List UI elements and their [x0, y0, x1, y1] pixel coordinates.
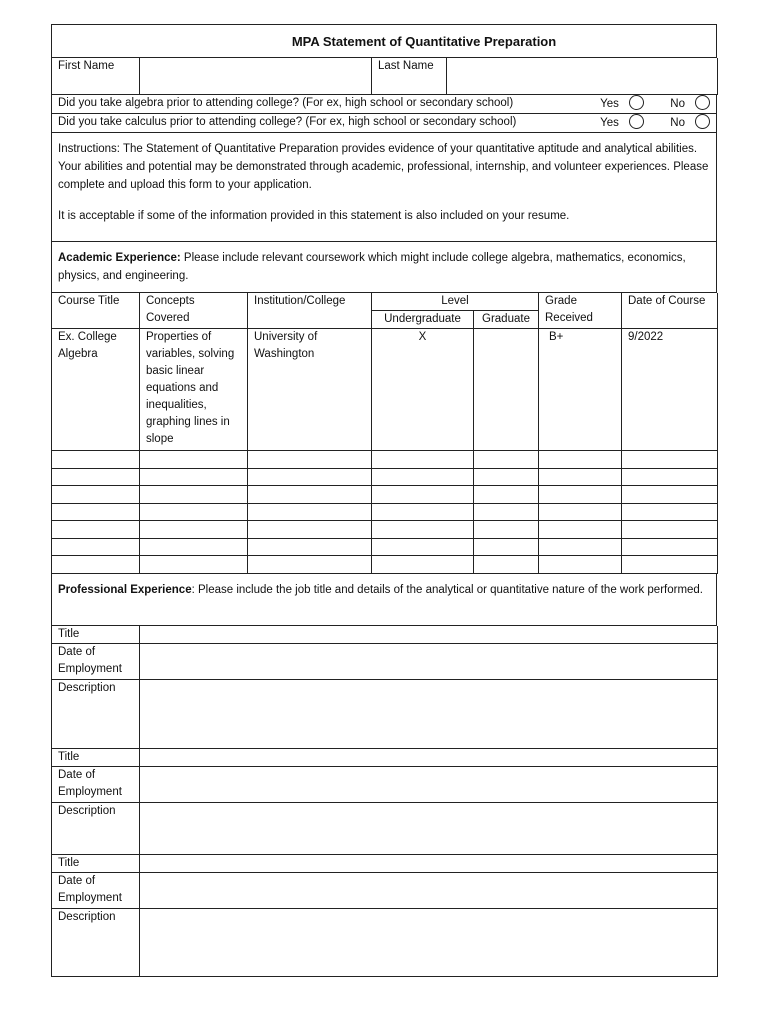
- job-3-title-row: [52, 855, 718, 873]
- table-cell[interactable]: [248, 469, 372, 486]
- calculus-no-radio[interactable]: [695, 114, 710, 129]
- last-name-field[interactable]: [447, 58, 718, 94]
- table-row: [52, 486, 718, 504]
- table-cell[interactable]: [539, 539, 622, 556]
- table-row: [52, 504, 718, 521]
- calculus-yes-radio[interactable]: [629, 114, 644, 129]
- table-cell[interactable]: [248, 451, 372, 469]
- example-institution: University of Washington: [248, 329, 372, 451]
- job-1-date-row: [52, 644, 718, 680]
- table-cell[interactable]: [372, 539, 474, 556]
- first-name-label: First Name: [52, 58, 140, 94]
- job-2-description-row: [52, 803, 718, 855]
- table-cell[interactable]: [474, 451, 539, 469]
- professional-heading: Professional Experience: [58, 584, 192, 596]
- first-name-field[interactable]: [140, 58, 372, 94]
- description-field[interactable]: [140, 680, 718, 749]
- algebra-yes-label: Yes: [600, 97, 619, 110]
- table-cell[interactable]: [474, 469, 539, 486]
- table-cell[interactable]: [52, 504, 140, 521]
- table-cell[interactable]: [474, 521, 539, 539]
- table-cell[interactable]: [248, 521, 372, 539]
- table-cell[interactable]: [248, 504, 372, 521]
- table-cell[interactable]: [474, 486, 539, 504]
- table-cell[interactable]: [372, 521, 474, 539]
- calculus-yes-label: Yes: [600, 116, 619, 129]
- calculus-question-text: Did you take calculus prior to attending college? (For ex, high school or secondary school): [58, 115, 517, 128]
- header-date: Date of Course: [622, 293, 718, 329]
- date-of-employment-label: Date of Employment: [52, 767, 140, 803]
- algebra-question-text: Did you take algebra prior to attending college? (For ex, high school or secondary school): [58, 96, 514, 109]
- header-course-title: Course Title: [52, 293, 140, 329]
- instructions-block: [51, 133, 717, 242]
- table-cell[interactable]: [248, 486, 372, 504]
- algebra-no-label: No: [670, 97, 685, 110]
- algebra-question: [52, 95, 717, 114]
- example-concepts: Properties of variables, solving basic linear equations and inequalities, graphing lines in slope: [140, 329, 248, 451]
- table-cell[interactable]: [539, 469, 622, 486]
- example-graduate: [474, 329, 539, 451]
- table-cell[interactable]: [140, 486, 248, 504]
- description-field[interactable]: [140, 909, 718, 977]
- example-undergraduate: X: [372, 329, 474, 451]
- example-grade: B+: [539, 329, 622, 451]
- date-of-employment-label: Date of Employment: [52, 873, 140, 909]
- description-label: Description: [52, 803, 140, 855]
- table-cell[interactable]: [539, 521, 622, 539]
- page-title: MPA Statement of Quantitative Preparation: [51, 24, 717, 58]
- job-title-label: Title: [52, 749, 140, 767]
- header-undergraduate: Undergraduate: [372, 311, 474, 329]
- table-cell[interactable]: [372, 504, 474, 521]
- table-cell[interactable]: [622, 539, 718, 556]
- professional-instructions: : Please include the job title and details of the analytical or quantitative nature of the work performed.: [191, 584, 704, 596]
- academic-table: [51, 293, 718, 575]
- prior-math-questions: [51, 95, 717, 133]
- academic-heading: Academic Experience:: [58, 251, 181, 264]
- table-cell[interactable]: [539, 556, 622, 574]
- table-cell[interactable]: [140, 556, 248, 574]
- header-grade: Grade Received: [539, 293, 622, 329]
- table-cell[interactable]: [52, 556, 140, 574]
- table-cell[interactable]: [622, 469, 718, 486]
- table-cell[interactable]: [52, 451, 140, 469]
- table-cell[interactable]: [140, 539, 248, 556]
- job-2-date-row: [52, 767, 718, 803]
- header-level: Level: [372, 293, 539, 311]
- table-row: [52, 469, 718, 486]
- table-row: [52, 539, 718, 556]
- job-title-label: Title: [52, 855, 140, 873]
- date-of-employment-field[interactable]: [140, 644, 718, 680]
- calculus-question: [52, 113, 717, 132]
- description-label: Description: [52, 909, 140, 977]
- quantitative-preparation-form: [51, 24, 717, 977]
- job-2-title-row: [52, 749, 718, 767]
- academic-experience-intro: [51, 242, 717, 293]
- date-of-employment-field[interactable]: [140, 873, 718, 909]
- table-cell[interactable]: [372, 556, 474, 574]
- table-cell[interactable]: [52, 539, 140, 556]
- job-title-field[interactable]: [140, 626, 718, 644]
- table-cell[interactable]: [140, 469, 248, 486]
- table-cell[interactable]: [140, 504, 248, 521]
- table-cell[interactable]: [474, 556, 539, 574]
- professional-table: [51, 626, 718, 977]
- table-cell[interactable]: [372, 486, 474, 504]
- table-cell[interactable]: [372, 451, 474, 469]
- job-1-title-row: [52, 626, 718, 644]
- table-cell[interactable]: [539, 486, 622, 504]
- table-cell[interactable]: [622, 486, 718, 504]
- table-cell[interactable]: [539, 504, 622, 521]
- table-cell[interactable]: [372, 469, 474, 486]
- table-cell[interactable]: [474, 504, 539, 521]
- example-course-title: Ex. College Algebra: [52, 329, 140, 451]
- table-cell[interactable]: [140, 451, 248, 469]
- table-cell[interactable]: [52, 486, 140, 504]
- date-of-employment-field[interactable]: [140, 767, 718, 803]
- table-cell[interactable]: [474, 539, 539, 556]
- job-3-description-row: [52, 909, 718, 977]
- table-cell[interactable]: [539, 451, 622, 469]
- table-row: [52, 451, 718, 469]
- example-row: [52, 329, 718, 451]
- table-cell[interactable]: [140, 521, 248, 539]
- header-graduate: Graduate: [474, 311, 539, 329]
- table-cell[interactable]: [622, 521, 718, 539]
- table-cell[interactable]: [622, 504, 718, 521]
- job-3-date-row: [52, 873, 718, 909]
- example-date: 9/2022: [622, 329, 718, 451]
- job-title-field[interactable]: [140, 749, 718, 767]
- table-cell[interactable]: [622, 556, 718, 574]
- table-cell[interactable]: [622, 451, 718, 469]
- calculus-no-label: No: [670, 116, 685, 129]
- professional-experience-intro: [51, 574, 717, 626]
- table-cell[interactable]: [248, 539, 372, 556]
- job-title-label: Title: [52, 626, 140, 644]
- table-row: [52, 521, 718, 539]
- academic-instructions: Please include relevant coursework which might include college algebra, mathematics, economics, physics, and engineering.: [58, 251, 686, 282]
- date-of-employment-label: Date of Employment: [52, 644, 140, 680]
- header-institution: Institution/College: [248, 293, 372, 329]
- header-concepts: Concepts Covered: [140, 293, 248, 329]
- algebra-yes-radio[interactable]: [629, 95, 644, 110]
- resume-note: It is acceptable if some of the information provided in this statement is also included on your resume.: [58, 209, 570, 222]
- algebra-no-radio[interactable]: [695, 95, 710, 110]
- instructions-paragraph: Instructions: The Statement of Quantitative Preparation provides evidence of your quantitative aptitude and analytical abilities. Your abilities and potential may be demonstrated through academic, professional, internship, and volunteer experiences. Please complete and upload this form to your application.: [58, 142, 709, 191]
- table-cell[interactable]: [52, 521, 140, 539]
- last-name-label: Last Name: [372, 58, 447, 94]
- table-cell[interactable]: [52, 469, 140, 486]
- table-row: [52, 556, 718, 574]
- description-label: Description: [52, 680, 140, 749]
- job-title-field[interactable]: [140, 855, 718, 873]
- description-field[interactable]: [140, 803, 718, 855]
- table-cell[interactable]: [248, 556, 372, 574]
- job-1-description-row: [52, 680, 718, 749]
- name-table: [51, 58, 718, 95]
